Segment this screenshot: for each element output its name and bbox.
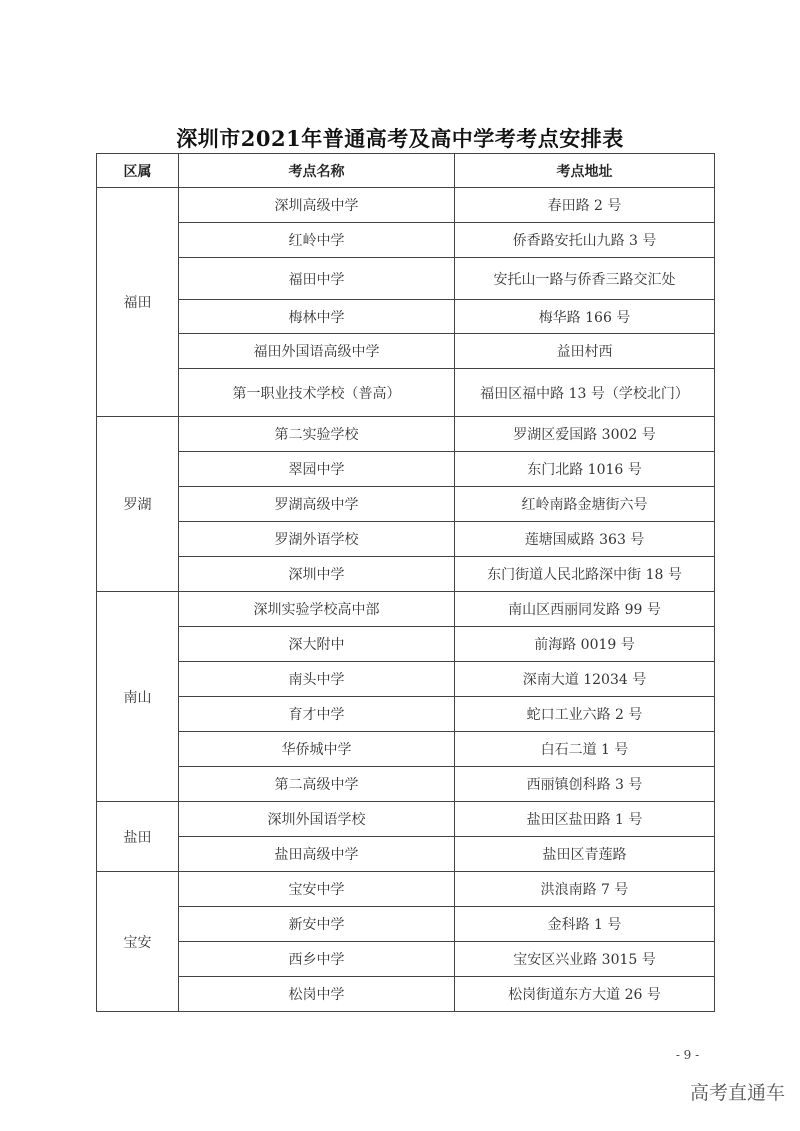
table-row — [97, 767, 715, 802]
header-site-address: 考点地址 — [455, 154, 715, 188]
site-name-cell: 宝安中学 — [179, 872, 455, 907]
district-cell: 南山 — [97, 592, 179, 802]
site-name-cell: 罗湖高级中学 — [179, 487, 455, 522]
site-name-cell: 松岗中学 — [179, 977, 455, 1012]
site-address-cell: 益田村西 — [455, 334, 715, 369]
site-name-cell: 深圳实验学校高中部 — [179, 592, 455, 627]
district-cell: 福田 — [97, 188, 179, 417]
site-name-cell: 第二实验学校 — [179, 417, 455, 452]
table-row — [97, 452, 715, 487]
site-address-cell: 东门街道人民北路深中街 18 号 — [455, 557, 715, 592]
site-address-cell: 梅华路 166 号 — [455, 300, 715, 334]
site-address-cell: 西丽镇创科路 3 号 — [455, 767, 715, 802]
table-row — [97, 662, 715, 697]
site-address-cell: 东门北路 1016 号 — [455, 452, 715, 487]
site-name-cell: 深圳外国语学校 — [179, 802, 455, 837]
site-name-cell: 第一职业技术学校（普高） — [179, 369, 455, 417]
table-row — [97, 223, 715, 258]
table-row — [97, 334, 715, 369]
district-cell: 宝安 — [97, 872, 179, 1012]
site-address-cell: 洪浪南路 7 号 — [455, 872, 715, 907]
site-name-cell: 罗湖外语学校 — [179, 522, 455, 557]
site-name-cell: 福田中学 — [179, 258, 455, 300]
site-address-cell: 金科路 1 号 — [455, 907, 715, 942]
table-row — [97, 300, 715, 334]
site-name-cell: 深圳高级中学 — [179, 188, 455, 223]
site-name-cell: 红岭中学 — [179, 223, 455, 258]
header-site-name: 考点名称 — [179, 154, 455, 188]
site-name-cell: 南头中学 — [179, 662, 455, 697]
site-name-cell: 第二高级中学 — [179, 767, 455, 802]
watermark-text: 高考直通车 — [689, 1082, 785, 1104]
header-district: 区属 — [97, 154, 179, 188]
site-name-cell: 西乡中学 — [179, 942, 455, 977]
site-address-cell: 前海路 0019 号 — [455, 627, 715, 662]
site-address-cell: 侨香路安托山九路 3 号 — [455, 223, 715, 258]
site-name-cell: 新安中学 — [179, 907, 455, 942]
site-address-cell: 安托山一路与侨香三路交汇处 — [455, 258, 715, 300]
page-title: 深圳市2021年普通高考及高中学考考点安排表 — [176, 126, 624, 151]
site-address-cell: 宝安区兴业路 3015 号 — [455, 942, 715, 977]
table-row — [97, 697, 715, 732]
table-header-row — [97, 154, 715, 188]
site-address-cell: 春田路 2 号 — [455, 188, 715, 223]
district-cell: 罗湖 — [97, 417, 179, 592]
page-number: - 9 - — [675, 1048, 700, 1062]
table-row — [97, 369, 715, 417]
site-name-cell: 福田外国语高级中学 — [179, 334, 455, 369]
table-row — [97, 417, 715, 452]
site-name-cell: 华侨城中学 — [179, 732, 455, 767]
table-row — [97, 732, 715, 767]
site-name-cell: 深圳中学 — [179, 557, 455, 592]
site-name-cell: 盐田高级中学 — [179, 837, 455, 872]
table-row — [97, 592, 715, 627]
table-row — [97, 627, 715, 662]
site-address-cell: 福田区福中路 13 号（学校北门） — [455, 369, 715, 417]
site-name-cell: 深大附中 — [179, 627, 455, 662]
table-body — [97, 188, 715, 1012]
site-address-cell: 松岗街道东方大道 26 号 — [455, 977, 715, 1012]
site-address-cell: 深南大道 12034 号 — [455, 662, 715, 697]
table-row — [97, 837, 715, 872]
table-row — [97, 942, 715, 977]
table-row — [97, 907, 715, 942]
site-name-cell: 梅林中学 — [179, 300, 455, 334]
site-address-cell: 蛇口工业六路 2 号 — [455, 697, 715, 732]
district-cell: 盐田 — [97, 802, 179, 872]
table-row — [97, 977, 715, 1012]
site-address-cell: 白石二道 1 号 — [455, 732, 715, 767]
exam-site-table — [96, 153, 715, 1012]
site-name-cell: 翠园中学 — [179, 452, 455, 487]
site-name-cell: 育才中学 — [179, 697, 455, 732]
site-address-cell: 盐田区盐田路 1 号 — [455, 802, 715, 837]
site-address-cell: 红岭南路金塘街六号 — [455, 487, 715, 522]
table-row — [97, 557, 715, 592]
table-row — [97, 872, 715, 907]
site-address-cell: 盐田区青莲路 — [455, 837, 715, 872]
site-address-cell: 莲塘国威路 363 号 — [455, 522, 715, 557]
table-row — [97, 802, 715, 837]
site-address-cell: 罗湖区爱国路 3002 号 — [455, 417, 715, 452]
table-row — [97, 522, 715, 557]
table-row — [97, 188, 715, 223]
table-row — [97, 487, 715, 522]
site-address-cell: 南山区西丽同发路 99 号 — [455, 592, 715, 627]
table-row — [97, 258, 715, 300]
